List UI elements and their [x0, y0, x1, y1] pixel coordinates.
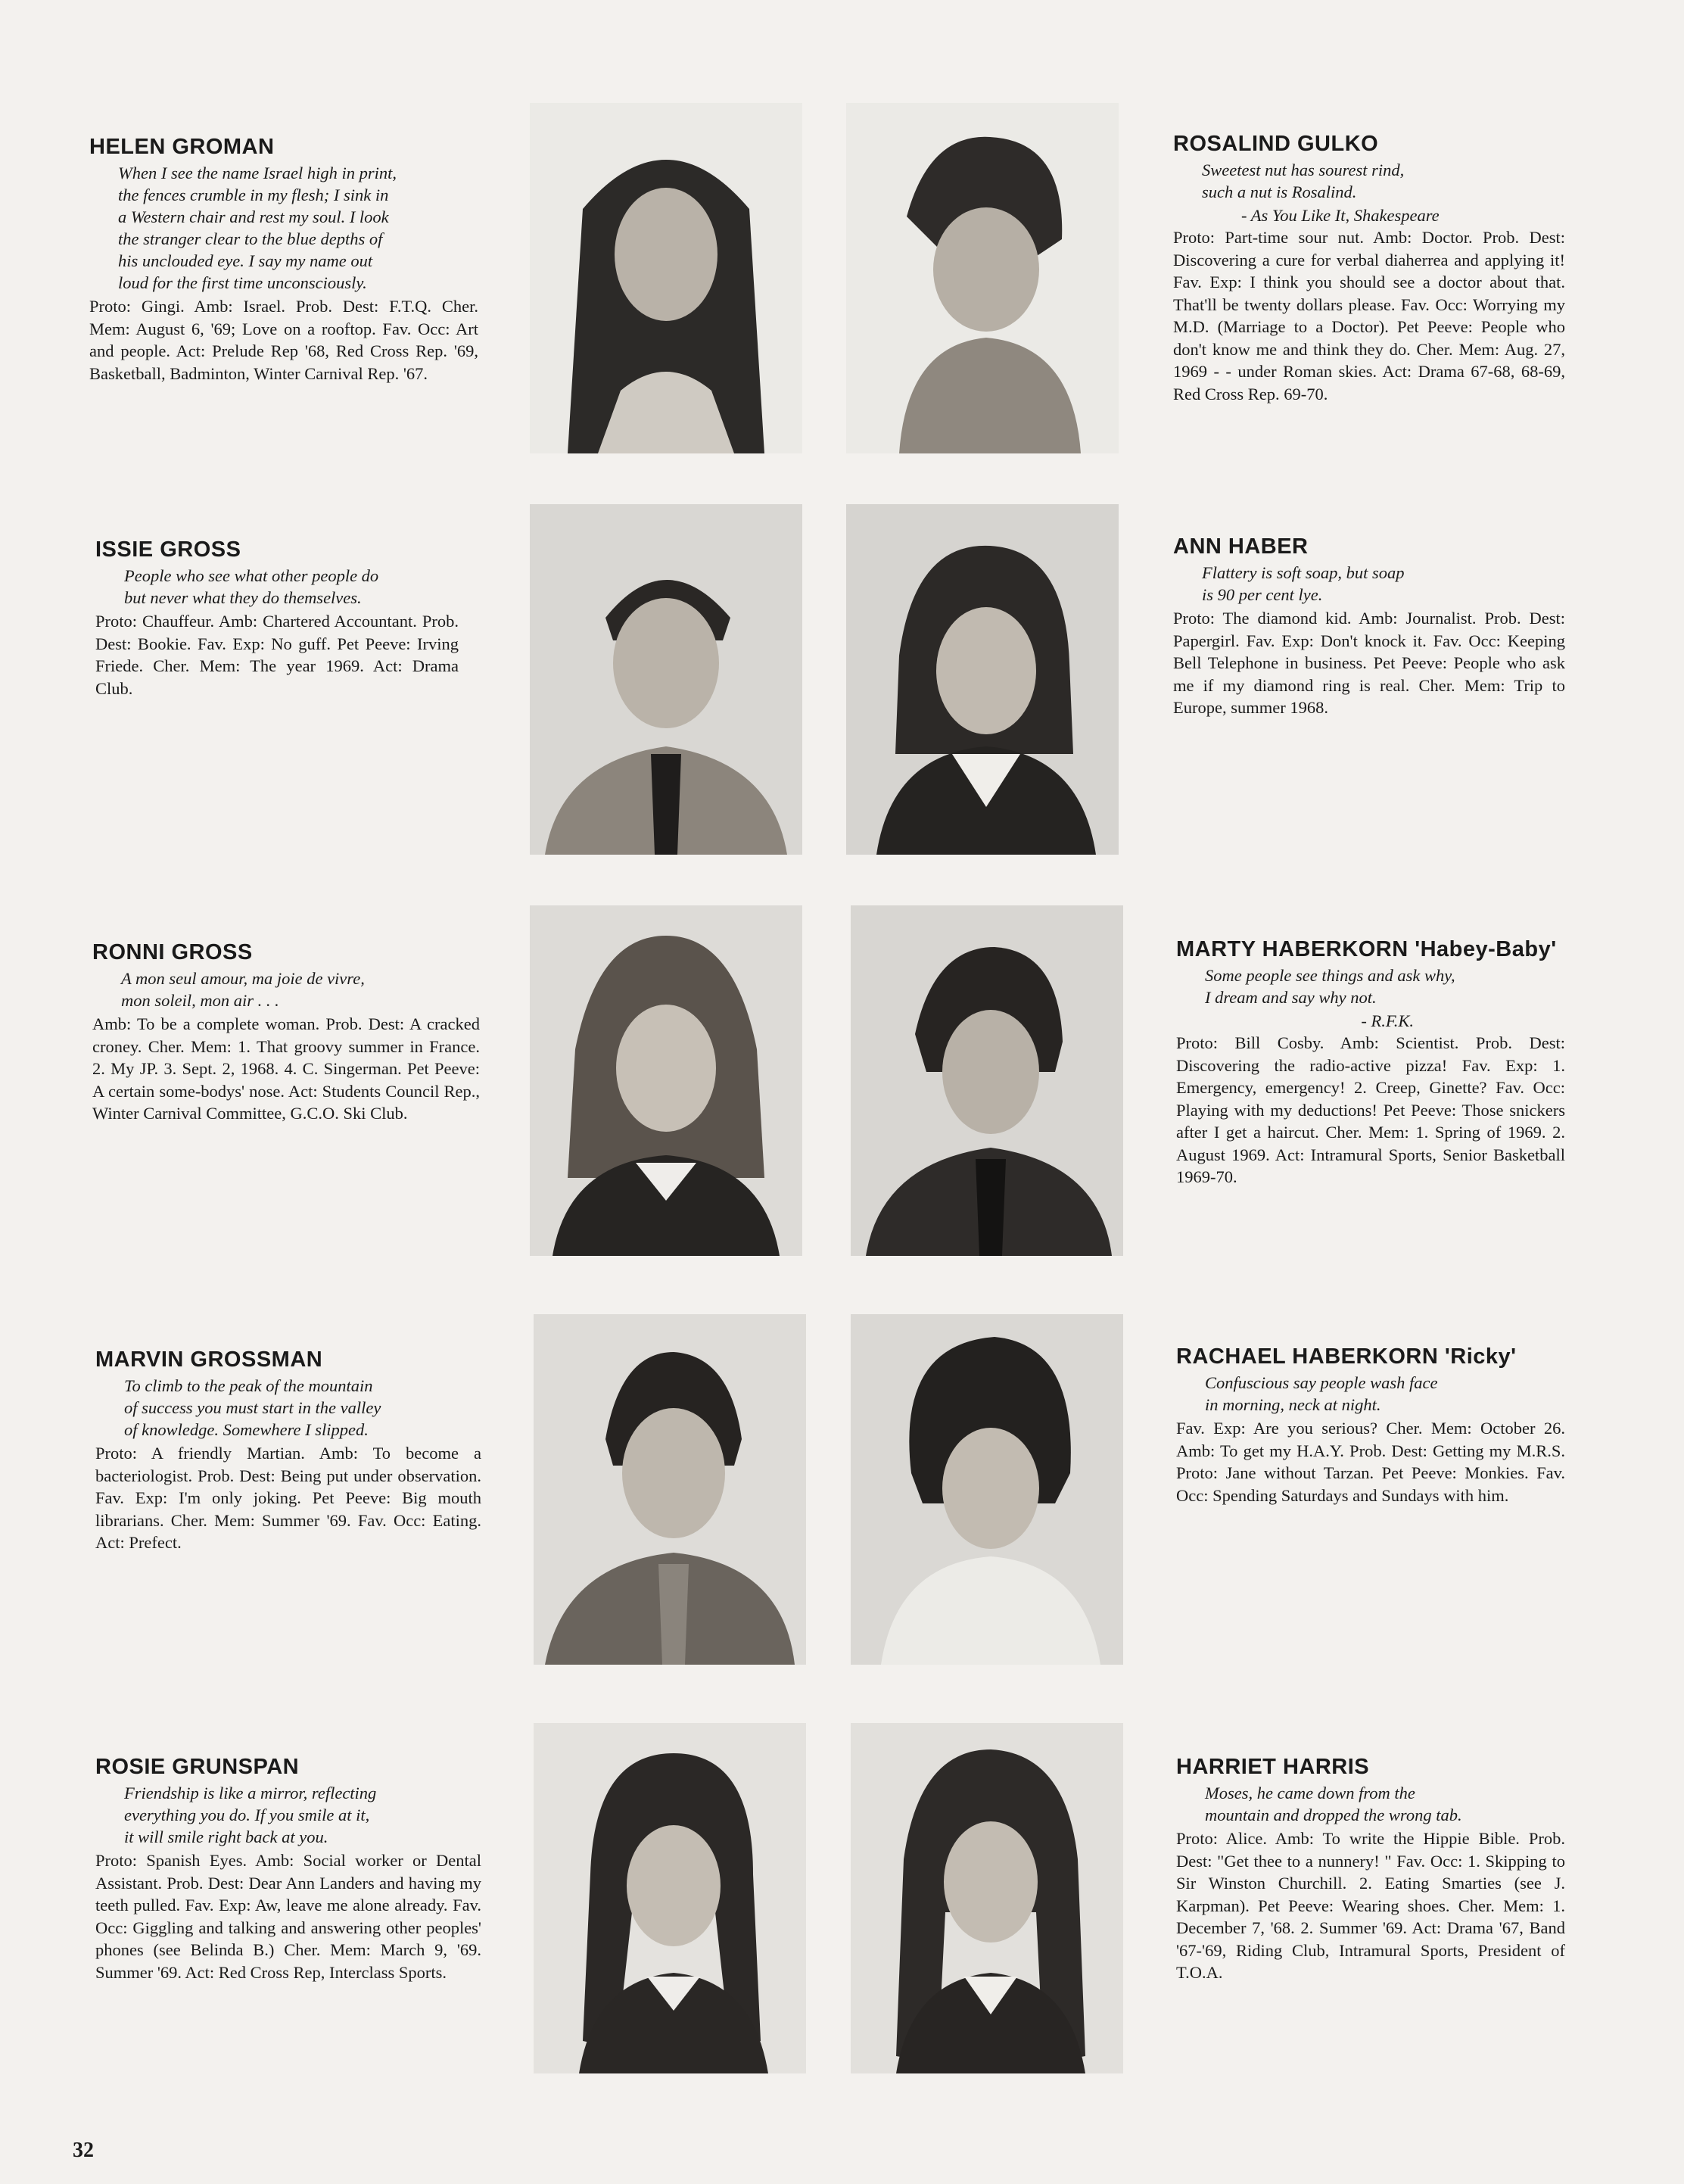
entry-ronni-gross [92, 940, 480, 1125]
student-name: ISSIE GROSS [95, 537, 241, 562]
student-nickname: 'Ricky' [1444, 1344, 1517, 1369]
entry-marty-haberkorn [1176, 937, 1565, 1189]
student-details: Proto: Alice. Amb: To write the Hippie Bible. Prob. Dest: "Get thee to a nunnery! " Fav. Occ: 1. Skipping to Sir Winston Churchill. 2. Eating Smarties (see J. Karpman). Pet Peeve: Wearing shoes. Cher. Mem: 1. December 7, '68. 2. Summer '69. Act: Drama '67, Band '67-'69, Riding Club, Intramural Sports, President of T.O.A. [1176, 1829, 1565, 1982]
student-quote: Some people see things and ask why, I dream and say why not. [1205, 966, 1455, 1007]
student-details: Proto: A friendly Martian. Amb: To become a bacteriologist. Prob. Dest: Being put under observation. Fav. Exp: I'm only joking. Pet Peeve: Big mouth librarians. Cher. Mem: Summer '69. Fav. Occ: Eating. Act: Prefect. [95, 1444, 481, 1552]
student-details: Amb: To be a complete woman. Prob. Dest: A cracked croney. Cher. Mem: 1. That groovy summer in France. 2. My JP. 3. Sept. 2, 1968. 4. C. Singerman. Pet Peeve: A certain some-bodys' nose. Act: Students Council Rep., Winter Carnival Committee, G.C.O. Ski Club. [92, 1014, 480, 1123]
student-name: MARTY HABERKORN 'Habey-Baby' [1176, 937, 1557, 961]
student-quote: Moses, he came down from the mountain and dropped the wrong tab. [1205, 1784, 1462, 1824]
student-name: MARVIN GROSSMAN [95, 1347, 323, 1372]
student-details: Proto: Chauffeur. Amb: Chartered Accountant. Prob. Dest: Bookie. Fav. Exp: No guff. Pet Peeve: Irving Friede. Cher. Mem: The year 1969. Act: Drama Club. [95, 612, 459, 698]
page-number: 32 [73, 2139, 94, 2162]
entry-issie-gross [95, 537, 459, 699]
student-nickname: 'Habey-Baby' [1415, 937, 1557, 961]
student-quote: Sweetest nut has sourest rind, such a nut is Rosalind. [1202, 160, 1405, 201]
entry-helen-groman [89, 135, 478, 385]
entry-harriet-harris [1176, 1755, 1565, 1984]
student-quote: Confuscious say people wash face in morning, neck at night. [1205, 1373, 1438, 1414]
student-quote: People who see what other people do but never what they do themselves. [124, 566, 379, 607]
quote-attribution: - As You Like It, Shakespeare [1241, 206, 1440, 225]
photo-rachael-haberkorn [851, 1314, 1123, 1665]
student-name: ANN HABER [1173, 534, 1309, 559]
student-details: Proto: Part-time sour nut. Amb: Doctor. Prob. Dest: Discovering a cure for verbal diaherrea and applying it! Fav. Exp: I think you should see a doctor about that. That'll be twenty dollars please. Fav. Occ: Worrying my M.D. (Marriage to a Doctor). Pet Peeve: People who don't know me and think they do. Cher. Mem: Aug. 27, 1969 - - under Roman skies. Act: Drama 67-68, 68-69, Red Cross Rep. 69-70. [1173, 228, 1565, 403]
student-quote: Friendship is like a mirror, reflecting everything you do. If you smile at it, it will smile right back at you. [124, 1784, 377, 1846]
photo-rosalind-gulko [846, 103, 1119, 453]
photo-marvin-grossman [534, 1314, 806, 1665]
photo-issie-gross [530, 504, 802, 855]
student-name: HARRIET HARRIS [1176, 1755, 1370, 1779]
student-name: HELEN GROMAN [89, 135, 275, 159]
quote-attribution: - R.F.K. [1361, 1011, 1414, 1030]
photo-ann-haber [846, 504, 1119, 855]
photo-marty-haberkorn [851, 905, 1123, 1256]
student-details: Fav. Exp: Are you serious? Cher. Mem: October 26. Amb: To get my H.A.Y. Prob. Dest: Getting my M.R.S. Proto: Jane without Tarzan. Pet Peeve: Monkies. Fav. Occ: Spending Saturdays and Sundays with him. [1176, 1419, 1565, 1505]
entry-rosalind-gulko [1173, 132, 1565, 405]
photo-rosie-grunspan [534, 1723, 806, 2073]
entry-rosie-grunspan [95, 1755, 481, 1983]
photo-ronni-gross [530, 905, 802, 1256]
entry-ann-haber [1173, 534, 1565, 719]
student-details: Proto: Gingi. Amb: Israel. Prob. Dest: F.T.Q. Cher. Mem: August 6, '69; Love on a rooftop. Fav. Occ: Art and people. Act: Prelude Rep '68, Red Cross Rep. '69, Basketball, Badminton, Winter Carnival Rep. '67. [89, 297, 478, 383]
student-name: RONNI GROSS [92, 940, 253, 964]
student-details: Proto: The diamond kid. Amb: Journalist. Prob. Dest: Papergirl. Fav. Exp: Don't knock it. Fav. Occ: Keeping Bell Telephone in business. Pet Peeve: People who ask me if my diamond ring is real. Cher. Mem: Trip to Europe, summer 1968. [1173, 609, 1565, 717]
entry-rachael-haberkorn [1176, 1344, 1565, 1506]
student-quote: A mon seul amour, ma joie de vivre, mon soleil, mon air . . . [121, 969, 365, 1010]
student-quote: When I see the name Israel high in print, the fences crumble in my flesh; I sink in a Western chair and rest my soul. I look the stranger clear to the blue depths of his unclouded eye. I say my name out loud for the first time unconsciously. [118, 164, 397, 292]
student-details: Proto: Spanish Eyes. Amb: Social worker or Dental Assistant. Prob. Dest: Dear Ann Landers and having my teeth pulled. Fav. Exp: Aw, leave me alone already. Fav. Occ: Giggling and talking and answering other peoples' phones (see Belinda B.) Cher. Mem: March 9, '69. Summer '69. Act: Red Cross Rep, Interclass Sports. [95, 1851, 481, 1982]
student-name: ROSIE GRUNSPAN [95, 1755, 300, 1779]
student-quote: To climb to the peak of the mountain of success you must start in the valley of knowledge. Somewhere I slipped. [124, 1376, 381, 1439]
student-details: Proto: Bill Cosby. Amb: Scientist. Prob. Dest: Discovering the radio-active pizza! Fav. Exp: 1. Emergency, emergency! 2. Creep, Ginette? Fav. Occ: Playing with my deductions! Pet Peeve: Those snickers after I get a haircut. Cher. Mem: 1. Spring of 1969. 2. August 1969. Act: Intramural Sports, Senior Basketball 1969-70. [1176, 1033, 1565, 1186]
student-name: ROSALIND GULKO [1173, 132, 1379, 156]
student-quote: Flattery is soft soap, but soap is 90 per cent lye. [1202, 563, 1405, 604]
entry-marvin-grossman [95, 1347, 481, 1554]
student-name: RACHAEL HABERKORN 'Ricky' [1176, 1344, 1517, 1369]
photo-harriet-harris [851, 1723, 1123, 2073]
photo-helen-groman [530, 103, 802, 453]
